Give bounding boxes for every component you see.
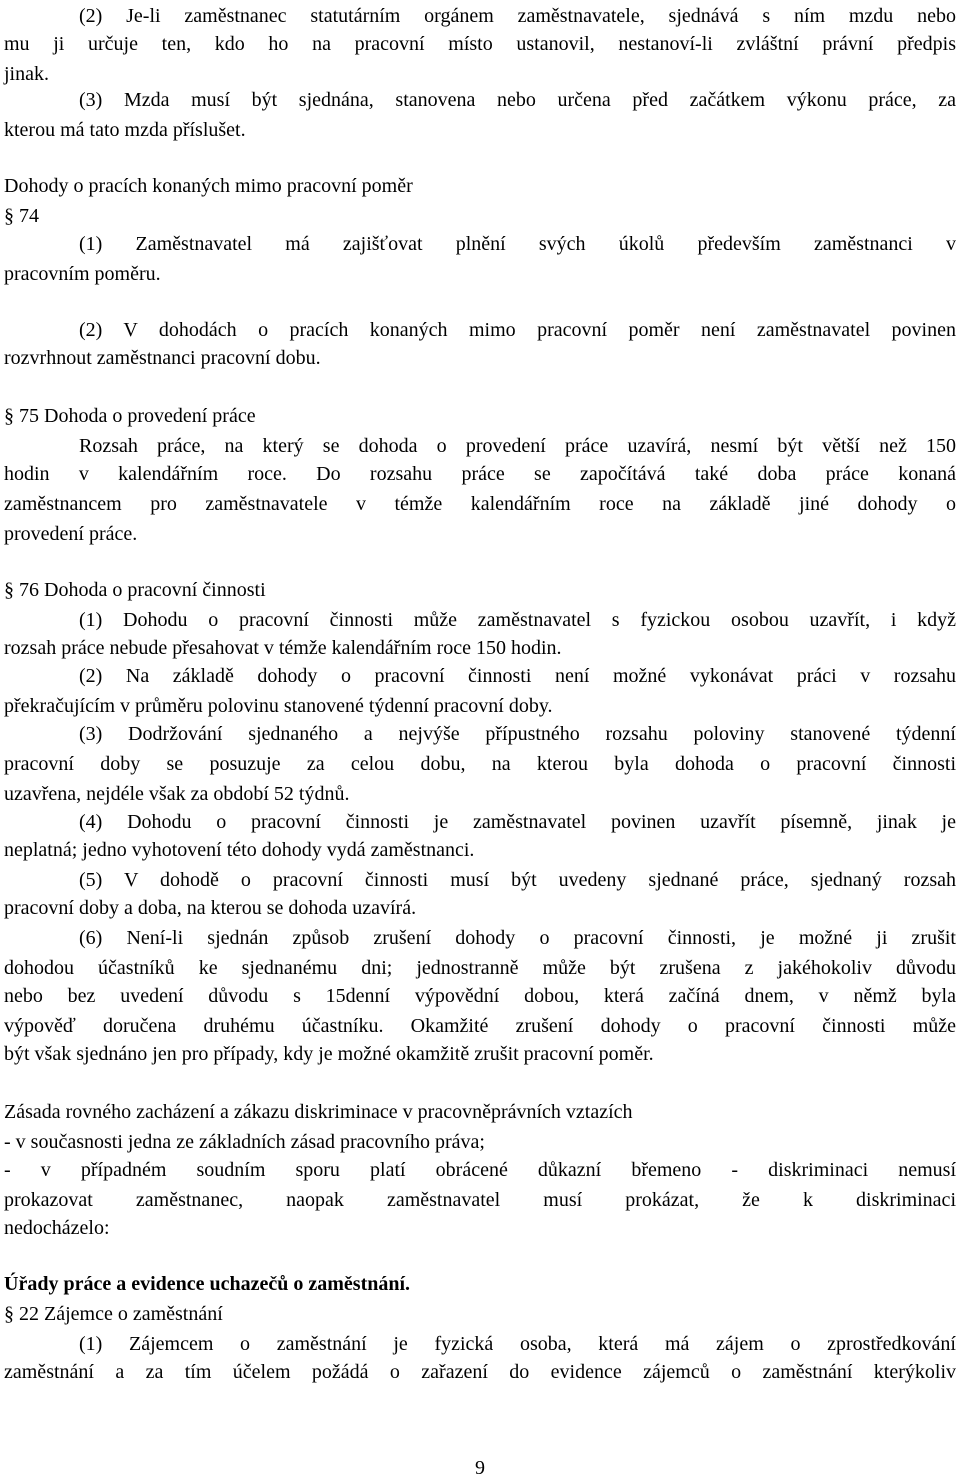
text-line: § 74 <box>4 205 39 227</box>
text-line: rozvrhnout zaměstnanci pracovní dobu. <box>4 347 321 369</box>
text-line: zaměstnancem pro zaměstnavatele v témže kalendářním roce na základě jiné dohody o <box>4 493 956 515</box>
text-line: kterou má tato mzda příslušet. <box>4 119 246 141</box>
text-line: (1) Zájemcem o zaměstnání je fyzická osoba, která má zájem o zprostředkování <box>79 1333 956 1355</box>
text-line: mu ji určuje ten, kdo ho na pracovní místo ustanovil, nestanoví-li zvláštní právní předpis <box>4 33 956 55</box>
text-line: provedení práce. <box>4 523 138 545</box>
text-line: (4) Dohodu o pracovní činnosti je zaměstnavatel povinen uzavřít písemně, jinak je <box>79 811 956 833</box>
text-line: neplatná; jedno vyhotovení této dohody vydá zaměstnanci. <box>4 839 475 861</box>
text-line: (5) V dohodě o pracovní činnosti musí být uvedeny sjednané práce, sjednaný rozsah <box>79 869 956 891</box>
text-line: dohodou účastníků ke sjednanému dni; jednostranně může být zrušena z jakéhokoliv důvodu <box>4 957 956 979</box>
text-line: (2) Je-li zaměstnanec statutárním orgánem zaměstnavatele, sjednává s ním mzdu nebo <box>79 5 956 27</box>
text-line: § 75 Dohoda o provedení práce <box>4 405 256 427</box>
text-line: pracovní doby a doba, na kterou se dohoda uzavírá. <box>4 897 417 919</box>
text-line: (6) Není-li sjednán způsob zrušení dohody o pracovní činnosti, je možné ji zrušit <box>79 927 956 949</box>
text-line: (1) Dohodu o pracovní činnosti může zaměstnavatel s fyzickou osobou uzavřít, i když <box>79 609 956 631</box>
text-line: - v případném soudním sporu platí obrácené důkazní břemeno - diskriminaci nemusí <box>4 1159 956 1181</box>
text-line: jinak. <box>4 63 49 85</box>
text-line: pracovní doby se posuzuje za celou dobu, na kterou byla dohoda o pracovní činnosti <box>4 753 956 775</box>
page-number: 9 <box>475 1457 485 1479</box>
text-line: - v současnosti jedna ze základních zásad pracovního práva; <box>4 1131 485 1153</box>
text-line: (1) Zaměstnavatel má zajišťovat plnění svých úkolů především zaměstnanci v <box>79 233 956 255</box>
text-line: být však sjednáno jen pro případy, kdy je možné okamžitě zrušit pracovní poměr. <box>4 1043 654 1065</box>
text-line: § 76 Dohoda o pracovní činnosti <box>4 579 266 601</box>
text-line: hodin v kalendářním roce. Do rozsahu práce se započítává také doba práce konaná <box>4 463 956 485</box>
text-line: překračujícím v průměru polovinu stanovené týdenní pracovní doby. <box>4 695 553 717</box>
text-line: pracovním poměru. <box>4 263 161 285</box>
text-line: § 22 Zájemce o zaměstnání <box>4 1303 223 1325</box>
text-line: Dohody o pracích konaných mimo pracovní poměr <box>4 175 413 197</box>
text-line: rozsah práce nebude přesahovat v témže kalendářním roce 150 hodin. <box>4 637 562 659</box>
text-line: uzavřena, nejdéle však za období 52 týdnů. <box>4 783 350 805</box>
text-line: nedocházelo: <box>4 1217 110 1239</box>
section-heading: Úřady práce a evidence uchazečů o zaměstnání. <box>4 1273 411 1295</box>
text-line: prokazovat zaměstnanec, naopak zaměstnavatel musí prokázat, že k diskriminaci <box>4 1189 956 1211</box>
text-line: zaměstnání a za tím účelem požádá o zařazení do evidence zájemců o zaměstnání kterýkoliv <box>4 1361 956 1383</box>
text-line: (2) V dohodách o pracích konaných mimo pracovní poměr není zaměstnavatel povinen <box>79 319 956 341</box>
text-line: (3) Mzda musí být sjednána, stanovena nebo určena před začátkem výkonu práce, za <box>79 89 956 111</box>
text-line: Rozsah práce, na který se dohoda o provedení práce uzavírá, nesmí být větší než 150 <box>79 435 956 457</box>
text-line: (3) Dodržování sjednaného a nejvýše přípustného rozsahu poloviny stanovené týdenní <box>79 723 956 745</box>
text-line: výpověď doručena druhému účastníku. Okamžité zrušení dohody o pracovní činnosti může <box>4 1015 956 1037</box>
text-line: nebo bez uvedení důvodu s 15denní výpovědní dobou, která začíná dnem, v němž byla <box>4 985 956 1007</box>
text-line: Zásada rovného zacházení a zákazu diskriminace v pracovněprávních vztazích <box>4 1101 633 1123</box>
text-line: (2) Na základě dohody o pracovní činnosti není možné vykonávat práci v rozsahu <box>79 665 956 687</box>
